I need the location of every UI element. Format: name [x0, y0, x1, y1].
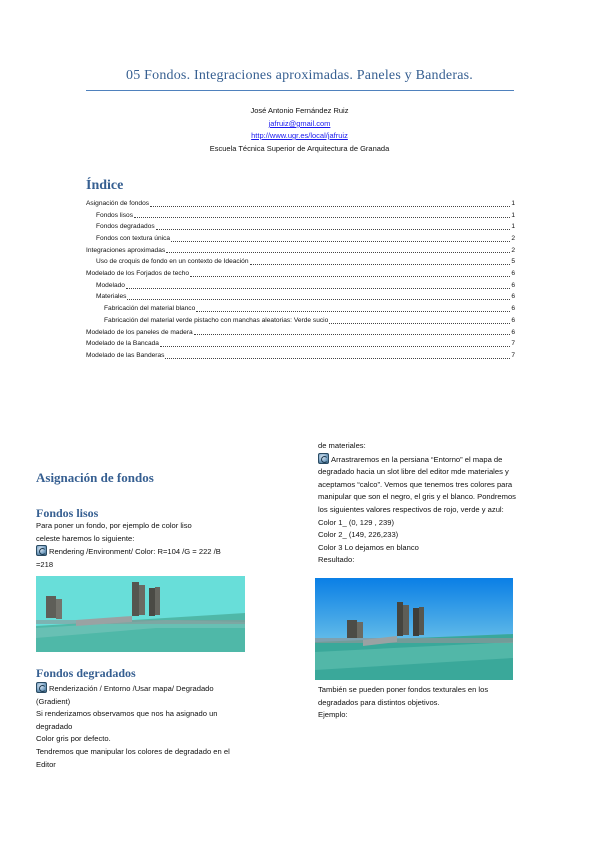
toc-entry[interactable] — [86, 280, 515, 292]
text-line: Resultado: — [318, 555, 355, 565]
url-link[interactable]: http://www.ugr.es/local/jafruiz — [251, 131, 348, 140]
toc-entry-label: Fondos lisos — [96, 211, 134, 219]
toc-entry[interactable] — [86, 221, 515, 233]
title-underline — [86, 90, 514, 91]
toc-entry-label: Modelado de la Bancada — [86, 340, 159, 348]
toc-entry-page: 6 — [511, 316, 515, 324]
email-link[interactable]: jafruiz@gmail.com — [268, 119, 331, 128]
text-line: Color 3 Lo dejamos en blanco — [318, 542, 419, 552]
text-line-with-icon — [36, 545, 282, 559]
toc-entry-label: Fabricación del material verde pistacho con manchas aleatorias: Verde sucio — [104, 316, 329, 324]
toc-leader-dots — [160, 345, 510, 347]
right-paragraph-2 — [318, 684, 564, 722]
text: Rendering /Environment/ Color: R=104 /G = 222 /B — [49, 547, 221, 557]
toc-leader-dots — [196, 310, 510, 312]
right-paragraph — [318, 440, 564, 567]
text-line: Color 2_ (149, 226,233) — [318, 530, 399, 540]
text-line: de materiales: — [318, 441, 366, 450]
toc-entry[interactable] — [86, 303, 515, 315]
toc-entry-label: Modelado — [96, 281, 125, 289]
text-line: (Gradient) — [36, 696, 71, 706]
toc-entry-page: 7 — [511, 340, 515, 348]
toc-leader-dots — [194, 333, 511, 335]
toc-entry[interactable] — [86, 315, 515, 327]
document-title: 05 Fondos. Integraciones aproximadas. Paneles y Banderas. — [126, 68, 473, 83]
toc-entry-label: Modelado de las Banderas — [86, 351, 165, 359]
text-line: aceptamos “calco”. Vemos que tenemos tres colores para — [318, 479, 513, 489]
render-image-flat-background — [36, 576, 245, 652]
author-name: José Antonio Fernández Ruiz — [250, 106, 349, 115]
app-icon — [36, 545, 47, 556]
text-line-with-icon — [36, 682, 282, 696]
toc-leader-dots — [156, 228, 511, 230]
toc-entry-page: 5 — [511, 258, 515, 266]
toc-entry[interactable] — [86, 198, 515, 210]
toc-entry-label: Uso de croquis de fondo en un contexto de Ideación — [96, 258, 249, 266]
text-line: celeste haremos lo siguiente: — [36, 533, 135, 543]
toc-entry-page: 1 — [511, 223, 515, 231]
toc-leader-dots — [150, 205, 510, 207]
text-line: degradado hacia un slot libre del editor mde materiales y — [318, 467, 509, 477]
toc-entry[interactable] — [86, 256, 515, 268]
toc-leader-dots — [134, 216, 510, 218]
toc-leader-dots — [171, 240, 510, 242]
toc-entry-page: 1 — [511, 199, 515, 207]
toc-leader-dots — [127, 298, 510, 300]
toc-entry[interactable] — [86, 338, 515, 350]
toc-entry-page: 6 — [511, 281, 515, 289]
render-image-gradient-background — [315, 578, 513, 680]
text-line: Si renderizamos observamos que nos ha asignado un — [36, 709, 218, 719]
degradados-paragraph — [36, 682, 282, 771]
toc-entry-page: 2 — [511, 235, 515, 243]
toc-entry-page: 2 — [511, 246, 515, 254]
author-email — [0, 119, 599, 128]
text-line: degradados para distintos objetivos. — [318, 697, 440, 707]
toc-leader-dots — [126, 287, 510, 289]
toc-leader-dots — [250, 263, 511, 265]
school-name: Escuela Técnica Superior de Arquitectura de Granada — [209, 144, 390, 153]
toc-entry[interactable] — [86, 245, 515, 257]
toc-entry-label: Asignación de fondos — [86, 199, 150, 207]
text-line: Editor — [36, 759, 56, 769]
text-line-with-icon — [318, 453, 564, 467]
toc-entry[interactable] — [86, 327, 515, 339]
text-line: Ejemplo: — [318, 710, 348, 720]
text-line: Para poner un fondo, por ejemplo de color liso — [36, 521, 192, 530]
toc-entry-label: Integraciones aproximadas — [86, 246, 166, 254]
toc-entry-page: 6 — [511, 270, 515, 278]
text-line: =218 — [36, 559, 54, 569]
text-line: degradado — [36, 721, 73, 731]
subsection-title-lisos: Fondos lisos — [36, 506, 99, 520]
toc-entry-page: 6 — [511, 305, 515, 313]
text-line: manipular que son el negro, el gris y el blanco. Pondremos — [318, 492, 516, 502]
author-url — [0, 131, 599, 140]
toc-entry[interactable] — [86, 233, 515, 245]
toc-entry-label: Modelado de los Forjados de techo — [86, 270, 190, 278]
toc-entry-label: Materiales — [96, 293, 127, 301]
text-line: También se pueden poner fondos texturales en los — [318, 685, 489, 694]
toc-entry-label: Fondos degradados — [96, 223, 155, 231]
toc-entry-page: 7 — [511, 351, 515, 359]
toc-entry-label: Fondos con textura única — [96, 235, 171, 243]
text-line: Color gris por defecto. — [36, 734, 111, 744]
text: Arrastraremos en la persiana “Entorno” el mapa de — [331, 454, 503, 464]
toc-entry[interactable] — [86, 268, 515, 280]
toc-entry[interactable] — [86, 292, 515, 304]
index-heading: Índice — [86, 178, 124, 193]
section-title-asignacion: Asignación de fondos — [36, 470, 154, 485]
toc-leader-dots — [190, 275, 510, 277]
toc-entry[interactable] — [86, 350, 515, 362]
toc-entry[interactable] — [86, 210, 515, 222]
toc-entry-page: 1 — [511, 211, 515, 219]
toc-entry-label: Fabricación del material blanco — [104, 305, 196, 313]
text: Renderización / Entorno /Usar mapa/ Degradado — [49, 684, 214, 693]
app-icon — [36, 682, 47, 693]
toc-entry-page: 6 — [511, 293, 515, 301]
table-of-contents — [86, 198, 515, 362]
text-line: Color 1_ (0, 129 , 239) — [318, 517, 394, 527]
toc-leader-dots — [329, 322, 510, 324]
toc-leader-dots — [165, 357, 510, 359]
app-icon — [318, 453, 329, 464]
toc-entry-page: 6 — [511, 328, 515, 336]
text-line: Tendremos que manipular los colores de degradado en el — [36, 746, 230, 756]
toc-leader-dots — [166, 251, 510, 253]
subsection-title-degradados: Fondos degradados — [36, 666, 136, 680]
toc-entry-label: Modelado de los paneles de madera — [86, 328, 193, 336]
lisos-paragraph — [36, 520, 282, 571]
text-line: los siguientes valores respectivos de rojo, verde y azul: — [318, 504, 504, 514]
